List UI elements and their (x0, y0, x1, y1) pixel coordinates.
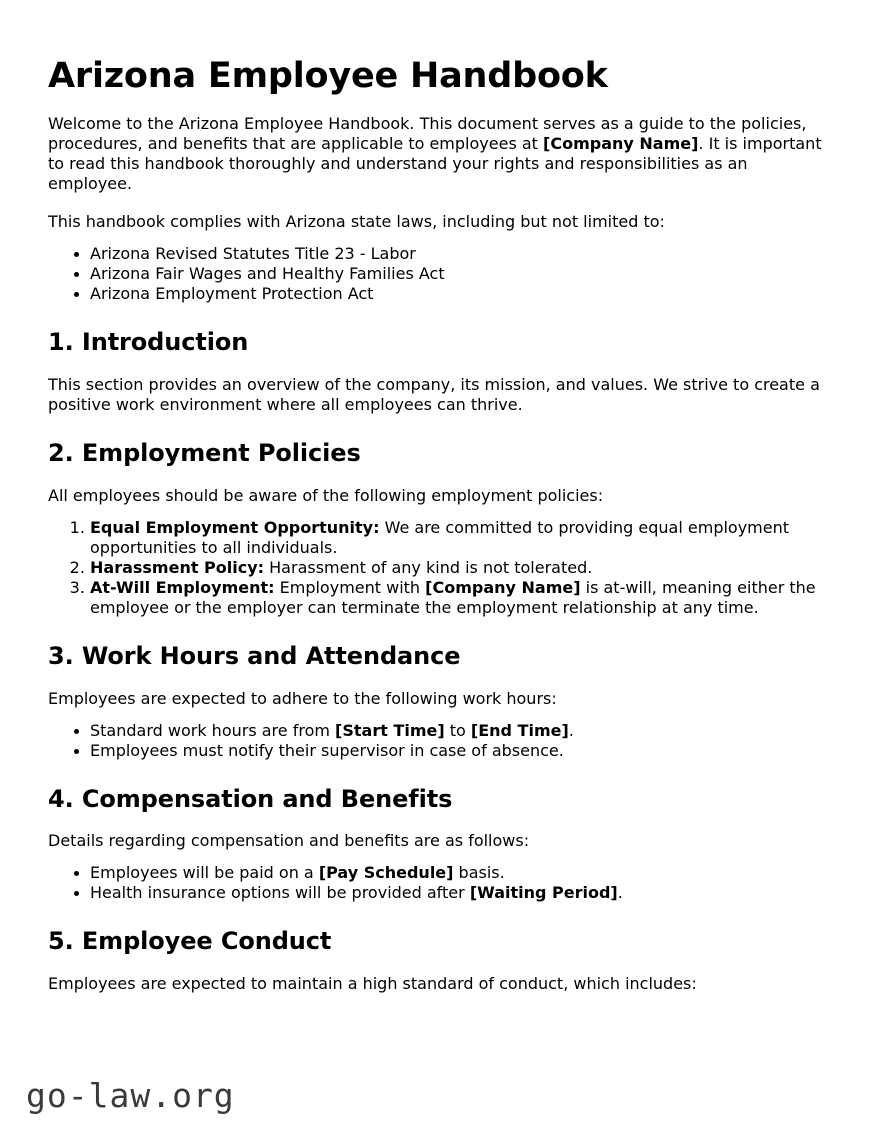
list-item (90, 883, 823, 903)
list-item-label: At-Will Employment: (90, 577, 275, 597)
list-item-text-before: Standard work hours are from (90, 720, 336, 740)
intro-paragraph (48, 96, 823, 194)
section-heading-compensation: 4. Compensation and Benefits (48, 784, 453, 813)
intro-text-part2: . It is important to read this handbook thoroughly and understand your rights and responsibilities as an employee. (48, 134, 822, 194)
list-item-text: Harassment of any kind is not tolerated. (264, 557, 593, 577)
company-name-placeholder: [Company Name] (543, 134, 699, 154)
compliance-laws-list (48, 232, 823, 304)
section-body-work-hours: Employees are expected to adhere to the following work hours: (48, 688, 557, 708)
list-item-label: Harassment Policy: (90, 557, 265, 577)
document-content (48, 0, 823, 994)
section-heading-employment-policies: 2. Employment Policies (48, 439, 361, 468)
list-item-text-mid: to (444, 720, 471, 740)
list-item: • Arizona Revised Statutes Title 23 - Labor (90, 244, 823, 264)
work-hours-list (48, 709, 823, 761)
list-item: • Arizona Fair Wages and Healthy Families Act (90, 264, 823, 284)
pay-schedule-placeholder: [Pay Schedule] (318, 863, 454, 883)
end-time-placeholder: [End Time] (470, 720, 569, 740)
list-item (90, 558, 823, 578)
list-item: • Arizona Employment Protection Act (90, 284, 823, 304)
section-body-introduction: This section provides an overview of the company, its mission, and values. We strive to create a positive work environment where all employees can thrive. (48, 375, 820, 415)
employment-policies-list (48, 506, 823, 618)
list-item (90, 518, 823, 558)
list-item-text-after: basis. (453, 863, 505, 883)
compliance-lead: This handbook complies with Arizona state laws, including but not limited to: (48, 212, 665, 232)
list-item-text-before: Employment with (274, 577, 426, 597)
section-heading-employee-conduct: 5. Employee Conduct (48, 927, 332, 956)
section-body-employment-policies: All employees should be aware of the following employment policies: (48, 485, 604, 505)
list-item-text: We are committed to providing equal employment opportunities to all individuals. (90, 517, 790, 557)
section-body-compensation: Details regarding compensation and benefits are as follows: (48, 831, 530, 851)
list-item-text-after: . (617, 883, 623, 903)
page-title: Arizona Employee Handbook (48, 56, 608, 96)
section-heading-work-hours: 3. Work Hours and Attendance (48, 641, 461, 670)
list-item (90, 721, 823, 741)
list-item (90, 863, 823, 883)
list-item-text-before: Employees will be paid on a (90, 863, 319, 883)
company-name-placeholder: [Company Name] (425, 577, 581, 597)
list-item: • Employees must notify their supervisor in case of absence. (90, 741, 823, 761)
section-body-employee-conduct: Employees are expected to maintain a high standard of conduct, which includes: (48, 974, 697, 994)
list-item (90, 578, 823, 618)
list-item-text-after: . (568, 720, 574, 740)
list-item-text-before: Health insurance options will be provided after (90, 883, 470, 903)
list-item-label: Equal Employment Opportunity: (90, 517, 380, 537)
start-time-placeholder: [Start Time] (335, 720, 445, 740)
waiting-period-placeholder: [Waiting Period] (469, 883, 618, 903)
list-item-text-after: is at-will, meaning either the employee or the employer can terminate the employment relationship at any time. (90, 577, 816, 617)
compensation-list (48, 851, 823, 903)
watermark-go-law-org: go-law.org (26, 1076, 235, 1115)
section-heading-introduction: 1. Introduction (48, 328, 249, 357)
intro-text-part1: Welcome to the Arizona Employee Handbook. This document serves as a guide to the policies, procedures, and benefits that are applicable to employees at (48, 114, 807, 154)
